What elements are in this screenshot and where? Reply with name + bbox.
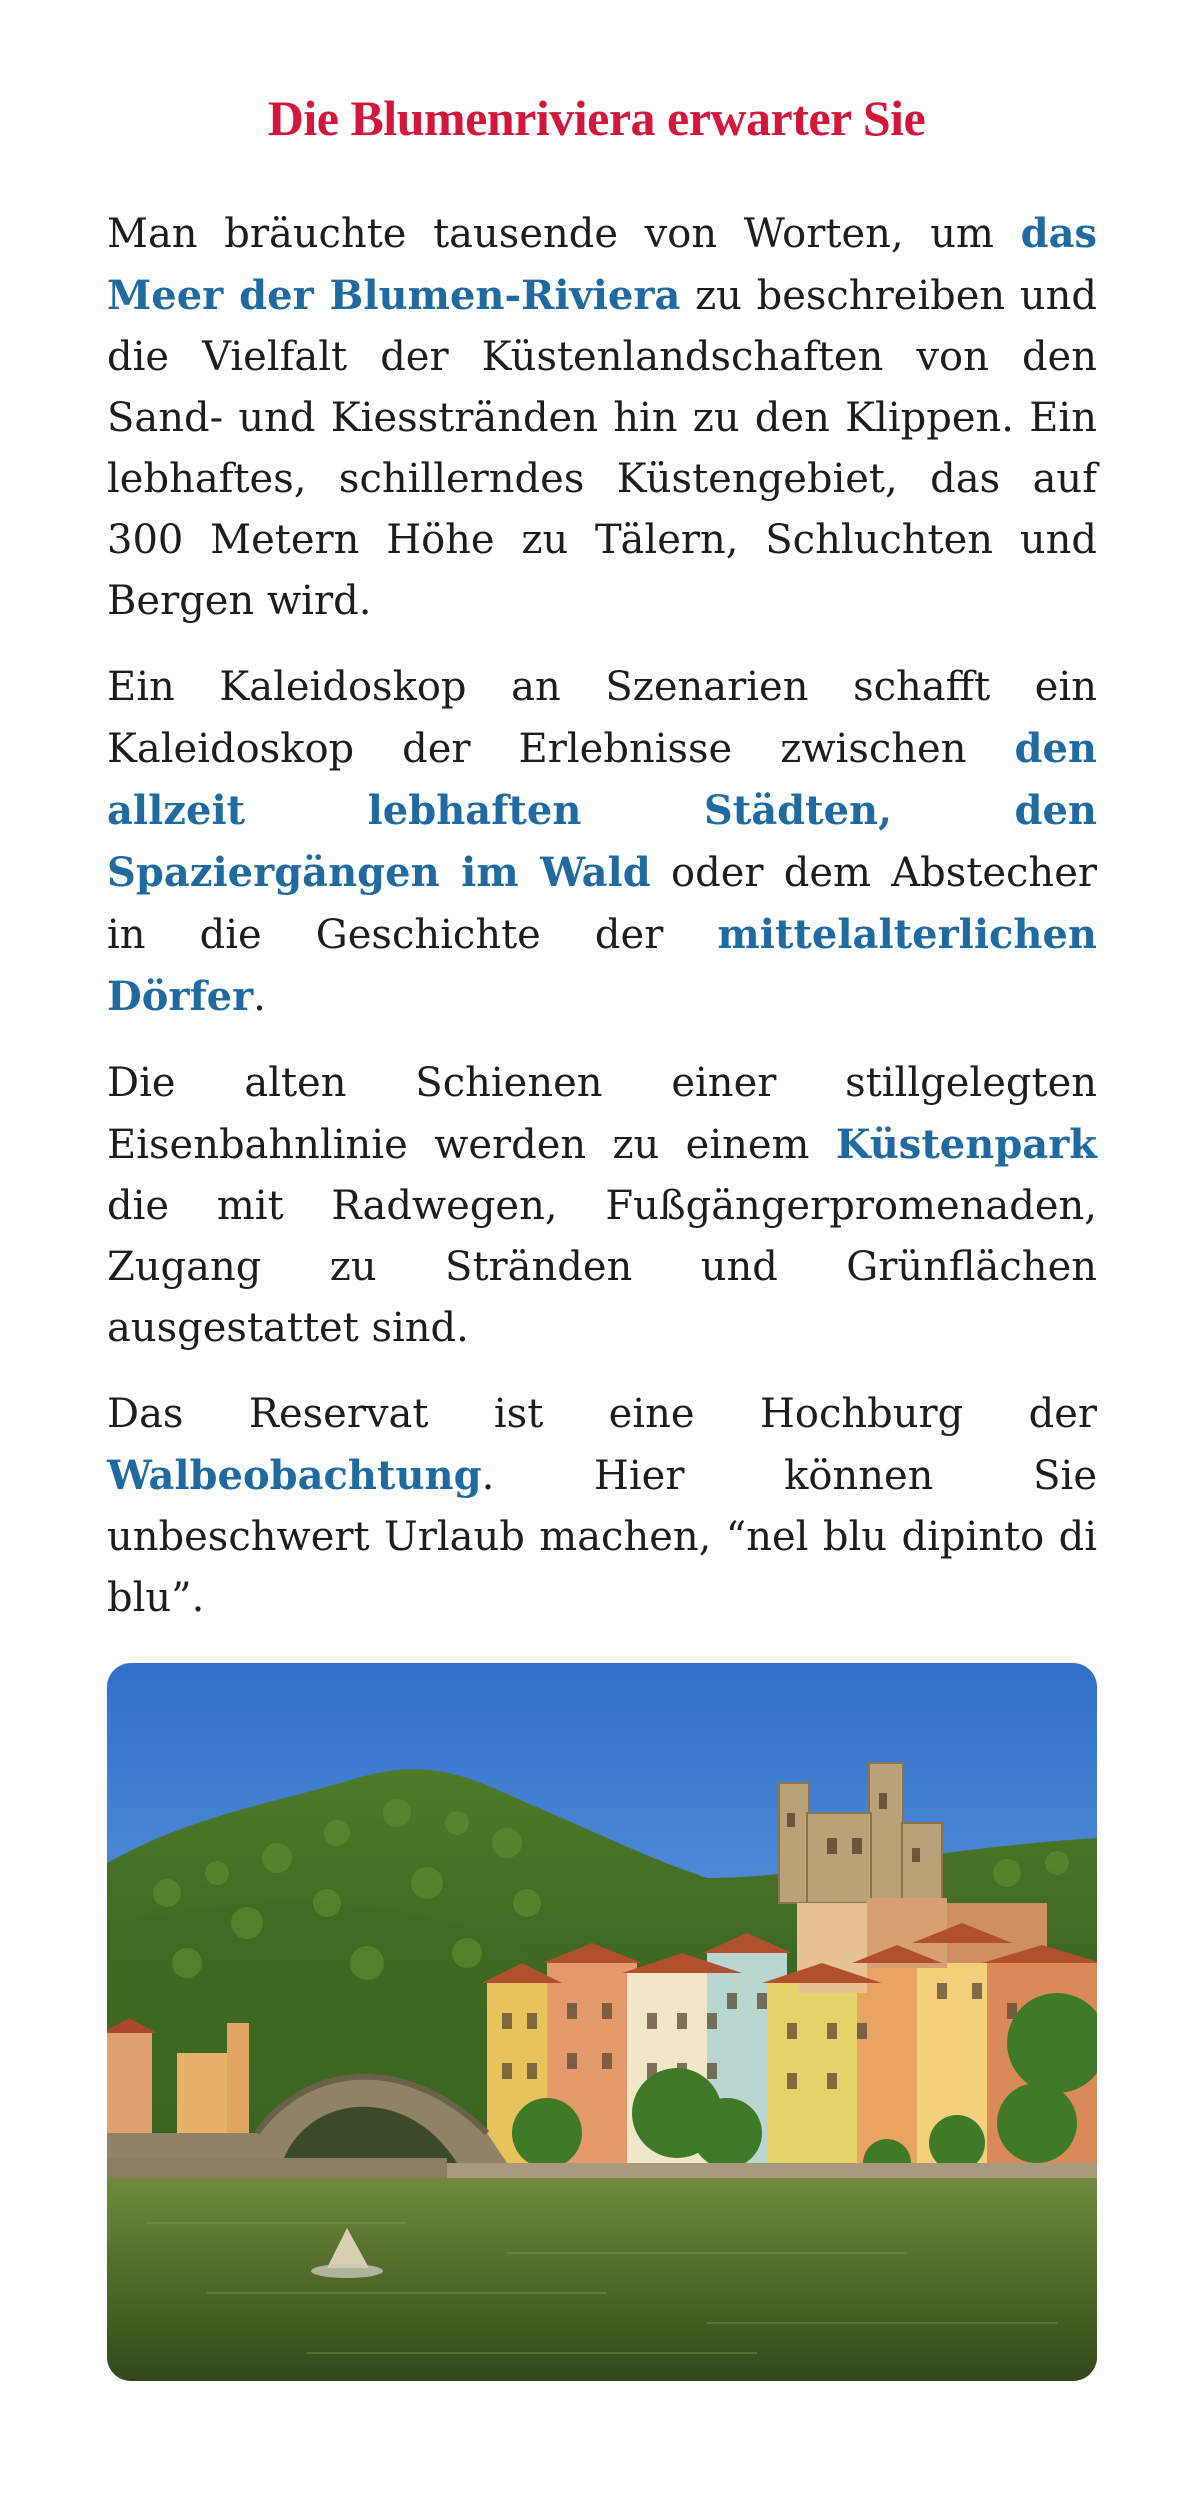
body-text	[107, 203, 1097, 1654]
text-run: Das Reservat ist eine Hochburg der	[107, 1391, 1097, 1437]
highlight-run: den allzeit lebhaften Städten, den Spaziergängen im Wald	[107, 725, 1097, 896]
page-title: Die Blumenriviera erwarter Sie	[267, 90, 926, 146]
text-run: zu beschreiben und die Vielfalt der Küstenlandschaften von den Sand- und Kiesstränden hin zu den Klippen. Ein lebhaftes, schillerndes Küstengebiet, das auf 300 Metern Höhe zu Tälern, Schluchten und Bergen wird.	[107, 273, 1097, 624]
text-run: oder dem Abstecher in die Geschichte der	[107, 850, 1097, 958]
text-run: die mit Radwegen, Fußgängerpromenaden, Zugang zu Stränden und Grünflächen ausgestattet sind.	[107, 1183, 1097, 1351]
text-run: Die alten Schienen einer stillgelegten Eisenbahnlinie werden zu einem	[107, 1060, 1097, 1168]
highlight-run: mittelalterlichen Dörfer	[107, 911, 1097, 1020]
paragraph-4	[107, 1384, 1097, 1629]
highlight-run: das Meer der Blumen-Riviera	[107, 210, 1097, 319]
text-run: Man bräuchte tausende von Worten, um	[107, 211, 1021, 257]
highlight-run: Küstenpark	[835, 1121, 1097, 1168]
medieval-bridge-village-photo	[107, 1663, 1097, 2381]
paragraph-2	[107, 657, 1097, 1028]
paragraph-3	[107, 1053, 1097, 1359]
highlight-run: Walbeobachtung	[107, 1452, 482, 1499]
text-run: Ein Kaleidoskop an Szenarien schafft ein Kaleidoskop der Erlebnisse zwischen	[107, 664, 1097, 772]
text-run: . Hier können Sie unbeschwert Urlaub machen, “nel blu dipinto di blu”.	[107, 1453, 1097, 1621]
paragraph-1	[107, 203, 1097, 632]
text-run: .	[253, 974, 266, 1020]
